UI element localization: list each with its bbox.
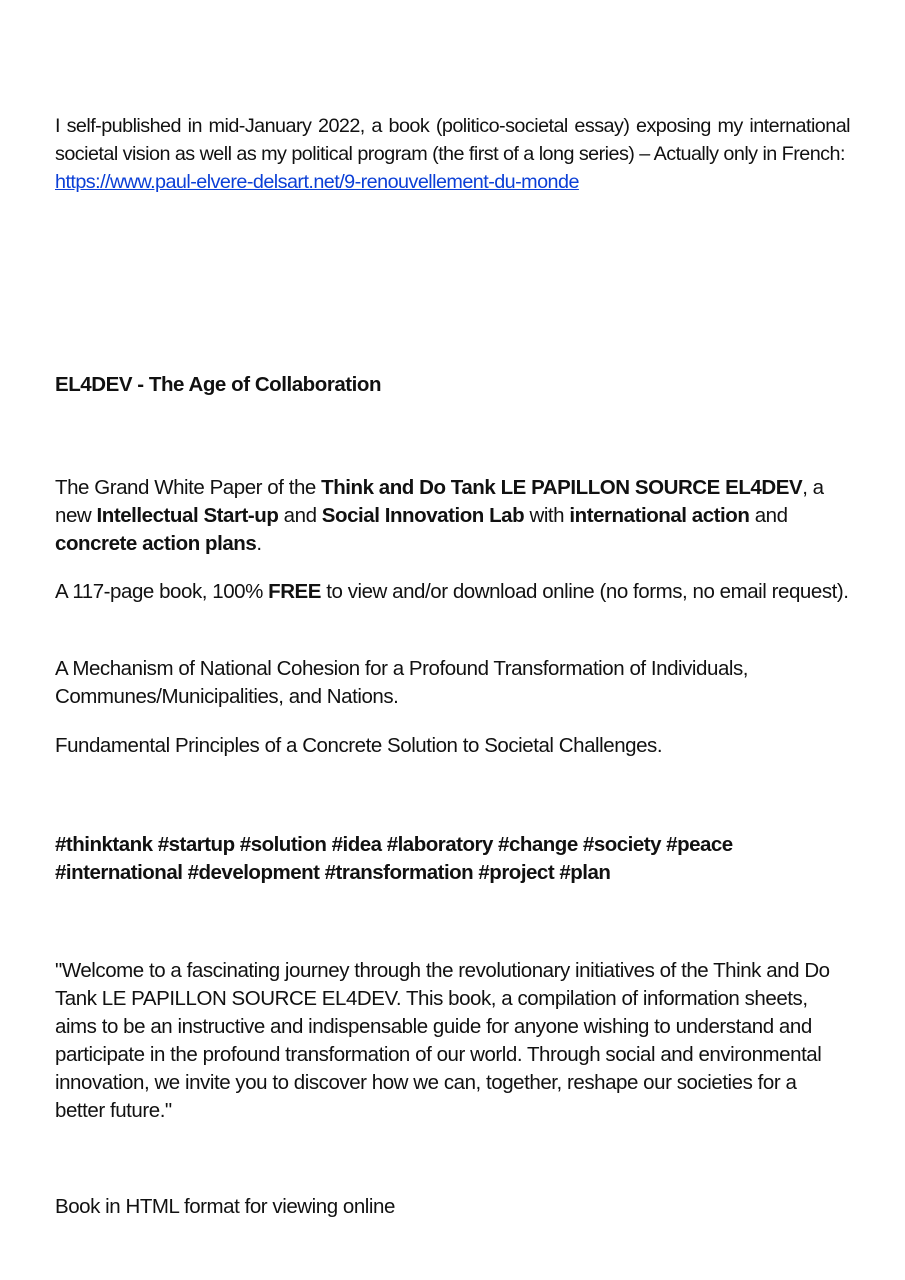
white-paper-bold-4: international action xyxy=(569,504,750,527)
white-paper-text-2: , a new xyxy=(55,476,824,527)
hashtags-line-2: #international #development #transformation #project #plan xyxy=(55,861,611,884)
html-format-line: Book in HTML format for viewing online xyxy=(55,1195,395,1218)
white-paper-bold-2: Intellectual Start-up xyxy=(96,504,279,527)
free-book-paragraph xyxy=(55,578,850,606)
white-paper-bold-5: concrete action plans xyxy=(55,532,257,555)
white-paper-text-5: and xyxy=(749,504,788,527)
book-link[interactable]: https://www.paul-elvere-delsart.net/9-renouvellement-du-monde xyxy=(55,171,579,193)
hashtags-line-1: #thinktank #startup #solution #idea #laboratory #change #society #peace xyxy=(55,833,733,856)
hashtags xyxy=(55,831,850,887)
white-paper-text-3: and xyxy=(278,504,322,527)
white-paper-text-1: The Grand White Paper of the xyxy=(55,476,322,499)
free-book-bold: FREE xyxy=(268,580,321,603)
intro-text: I self-published in mid-January 2022, a book (politico-societal essay) exposing my international societal vision as well as my political program (the first of a long series) – Actually only in French: xyxy=(55,115,850,165)
intro-paragraph xyxy=(55,112,850,196)
free-book-text-2: to view and/or download online (no forms, no email request). xyxy=(321,580,849,603)
white-paper-bold-1: Think and Do Tank LE PAPILLON SOURCE EL4DEV xyxy=(321,476,803,499)
white-paper-bold-3: Social Innovation Lab xyxy=(321,504,525,527)
quote-paragraph: "Welcome to a fascinating journey through the revolutionary initiatives of the Think and Do Tank LE PAPILLON SOURCE EL4DEV. This book, a compilation of information sheets, aims to be an instructive and indispensable guide for anyone wishing to understand and participate in the profound transformation of our world. Through social and environmental innovation, we invite you to discover how we can, together, reshape our societies for a better future." xyxy=(55,959,830,1122)
section-heading: EL4DEV - The Age of Collaboration xyxy=(55,373,382,396)
white-paper-text-4: with xyxy=(524,504,570,527)
mechanism-paragraph: A Mechanism of National Cohesion for a Profound Transformation of Individuals, Communes/Municipalities, and Nations. xyxy=(55,657,749,708)
white-paper-text-6: . xyxy=(256,532,262,555)
free-book-text-1: A 117-page book, 100% xyxy=(55,580,269,603)
principles-paragraph: Fundamental Principles of a Concrete Solution to Societal Challenges. xyxy=(55,734,663,757)
white-paper-paragraph xyxy=(55,474,850,558)
